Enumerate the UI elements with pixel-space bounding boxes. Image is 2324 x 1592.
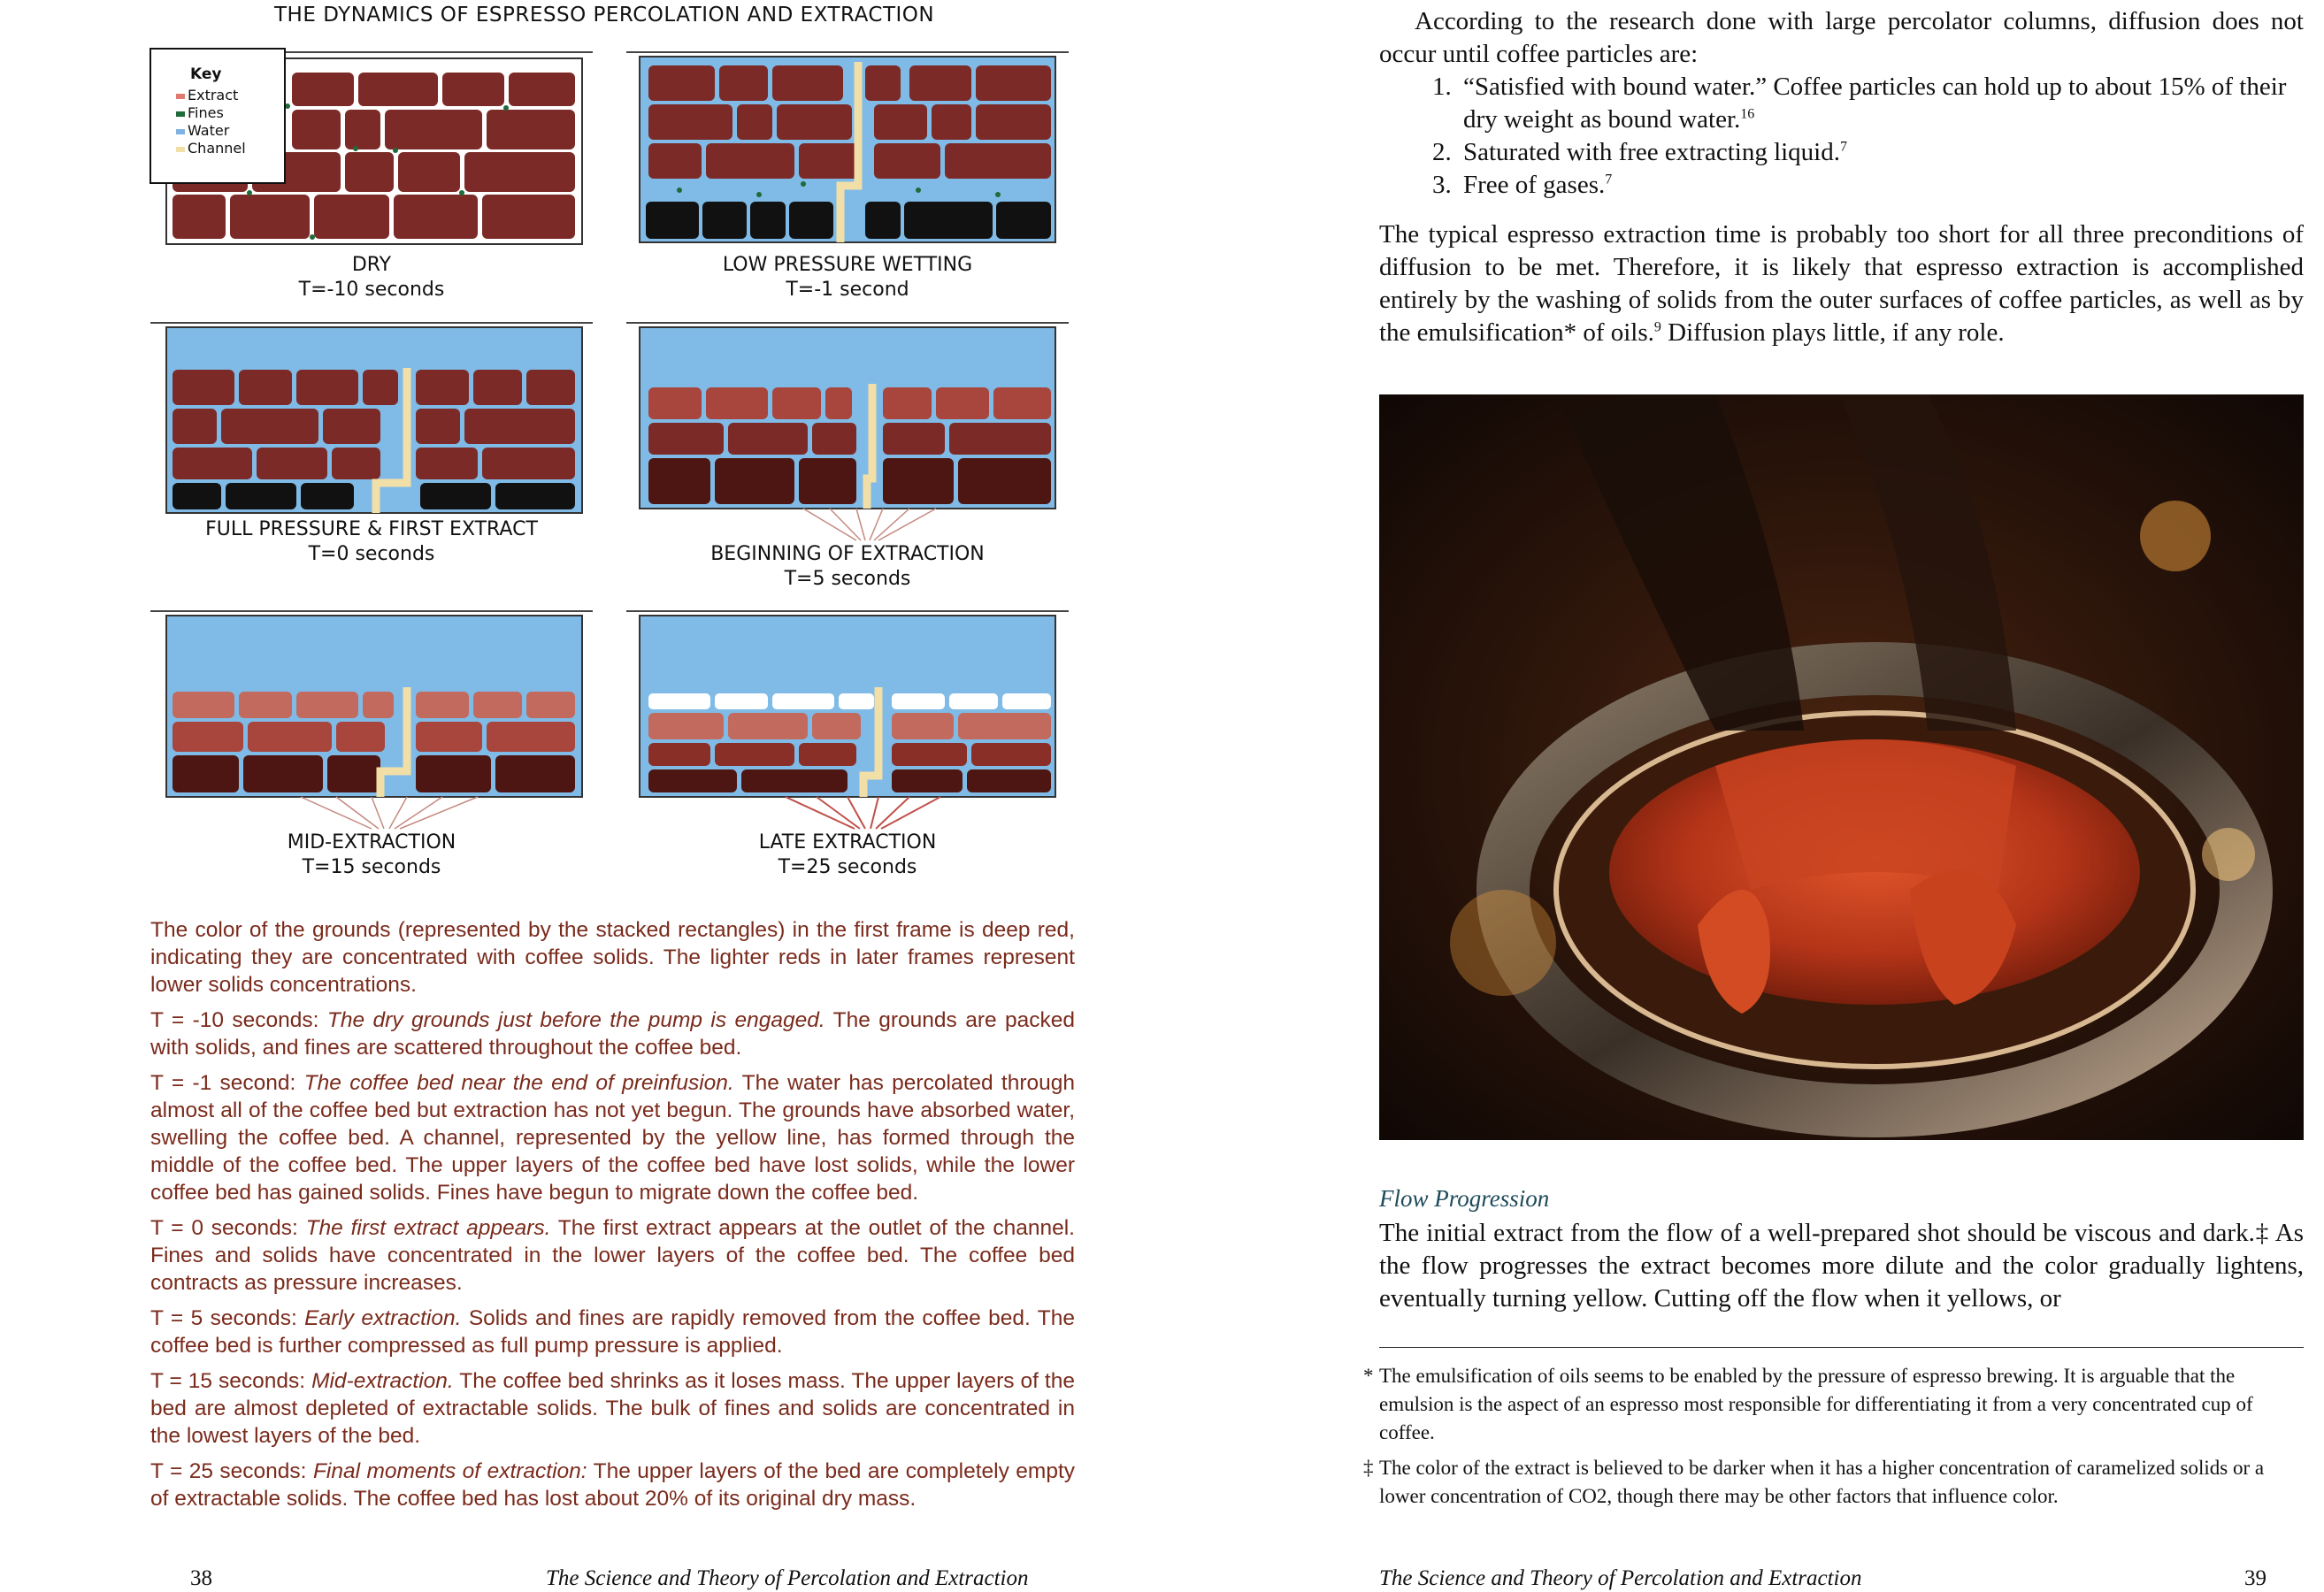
caption-item-t0: T = 0 seconds: The first extract appears. The first extract appears at the outlet of the channel. Fines and solids have concentrated in the lower layers of the coffee bed. The coffee bed contracts as pressure increases. <box>150 1216 1075 1295</box>
caption-item-t15: T = 15 seconds: Mid-extraction. The coffee bed shrinks as it loses mass. The upper layers of the bed are almost depleted of extractable solids. The bulk of fines and solids are concentrated in the lowest layers of the bed. <box>150 1369 1075 1448</box>
panel-low-pressure-illustration <box>626 53 1069 248</box>
fines-swatch-icon <box>176 111 185 117</box>
panel-mid-caption: MID-EXTRACTION T=15 seconds <box>287 831 456 878</box>
espresso-photo <box>1379 394 2304 1140</box>
footnote-rule <box>1379 1347 2304 1348</box>
caption-intro: The color of the grounds (represented by the stacked rectangles) in the first frame is deep red, indicating they are concentrated with coffee solids. The lighter reds in later frames represent lower solids concentrations. <box>150 918 1075 997</box>
caption-item-t-1: T = -1 second: The coffee bed near the end of preinfusion. The water has percolated through almost all of the coffee bed but extraction has not yet begun. The grounds have absorbed water, swelling the coffee bed. A channel, represented by the yellow line, has formed through the middle of the coffee bed. The upper layers of the coffee bed have lost solids, while the lower coffee bed has gained solids. Fines have begun to migrate down the coffee bed. <box>150 1071 1075 1205</box>
panel-beginning-caption: BEGINNING OF EXTRACTION T=5 seconds <box>710 543 985 590</box>
caption-item-t-10: T = -10 seconds: The dry grounds just before the pump is engaged. The grounds are packed with solids, and fines are scattered throughout the coffee bed. <box>150 1008 1076 1060</box>
diffusion-paragraph: The typical espresso extraction time is probably too short for all three preconditions of diffusion to be met. Therefore, it is likely that espresso extraction is accomplished entirely by the washing of solids from the outer surfaces of coffee particles, as well as by the emulsification* of oils.$^9$ Diffusion plays little, if any role. <box>1379 220 2304 347</box>
key-item-extract: Extract <box>176 87 238 103</box>
intro-paragraph: According to the research done with large percolator columns, diffusion does not occur until coffee particles are: <box>1379 7 2304 68</box>
panel-full-pressure-illustration <box>150 324 593 518</box>
running-head-right: The Science and Theory of Percolation and Extraction <box>1379 1566 1862 1590</box>
page-number-left: 38 <box>190 1566 212 1590</box>
panel-full-pressure <box>150 322 593 518</box>
footnote-emulsification: * The emulsification of oils seems to be enabled by the pressure of espresso brewing. It is arguable that the emulsion is the aspect of an espresso most responsible for differentiating it from a very concentrated cup of coffee. <box>1363 1365 2253 1443</box>
panel-mid-illustration <box>150 612 593 833</box>
panel-dry-caption: DRY T=-10 seconds <box>298 254 445 301</box>
caption-item-t5: T = 5 seconds: Early extraction. Solids and fines are rapidly removed from the coffee bed. The coffee bed is further compressed as full pump pressure is applied. <box>150 1306 1076 1358</box>
page-number-right: 39 <box>2244 1566 2266 1590</box>
panel-late-illustration <box>626 612 1069 833</box>
caption-item-t25: T = 25 seconds: Final moments of extraction: The upper layers of the bed are completely empty of extractable solids. The coffee bed has lost about 20% of its original dry mass. <box>150 1459 1076 1511</box>
panel-low-pressure-caption: LOW PRESSURE WETTING T=-1 second <box>722 254 973 301</box>
figure-title: THE DYNAMICS OF ESPRESSO PERCOLATION AND EXTRACTION <box>274 4 935 27</box>
key-title: Key <box>190 65 222 83</box>
panel-beginning-illustration <box>626 324 1069 545</box>
panel-beginning <box>626 322 1069 545</box>
panel-late <box>626 610 1069 833</box>
key-item-channel: Channel <box>176 140 246 157</box>
key-item-water: Water <box>176 122 229 139</box>
list-item: 1. “Satisfied with bound water.” Coffee particles can hold up to about 15% of their dry weight as bound water.$^{16}$ <box>1432 73 2287 134</box>
channel-swatch-icon <box>176 147 185 152</box>
precondition-list <box>1432 71 2304 202</box>
flow-paragraph: The initial extract from the flow of a well-prepared shot should be viscous and dark.‡ As the flow progresses the extract becomes more dilute and the color gradually lightens, eventually turning yellow. Cutting off the flow when it yellows, or <box>1379 1219 2304 1313</box>
key-item-fines: Fines <box>176 104 224 121</box>
panel-late-caption: LATE EXTRACTION T=25 seconds <box>758 831 937 878</box>
running-head-left: The Science and Theory of Percolation and Extraction <box>546 1566 1029 1590</box>
panel-low-pressure <box>626 51 1069 248</box>
panel-full-pressure-caption: FULL PRESSURE & FIRST EXTRACT T=0 seconds <box>205 518 538 565</box>
extract-swatch-icon <box>176 94 185 99</box>
figure-key <box>150 48 286 184</box>
panel-mid <box>150 610 593 833</box>
footnote-color: ‡ The color of the extract is believed to be darker when it has a higher concentration of caramelized solids or a lower concentration of CO2, though there may be other factors that influence color. <box>1363 1457 2265 1507</box>
list-item: 2. Saturated with free extracting liquid.$^7$ <box>1432 138 1847 166</box>
water-swatch-icon <box>176 129 185 134</box>
figure-caption-text <box>150 916 1075 1520</box>
espresso-portafilter-image <box>1379 394 2304 1140</box>
flow-progression-heading: Flow Progression <box>1379 1185 1550 1212</box>
list-item: 3. Free of gases.$^7$ <box>1432 171 1613 199</box>
